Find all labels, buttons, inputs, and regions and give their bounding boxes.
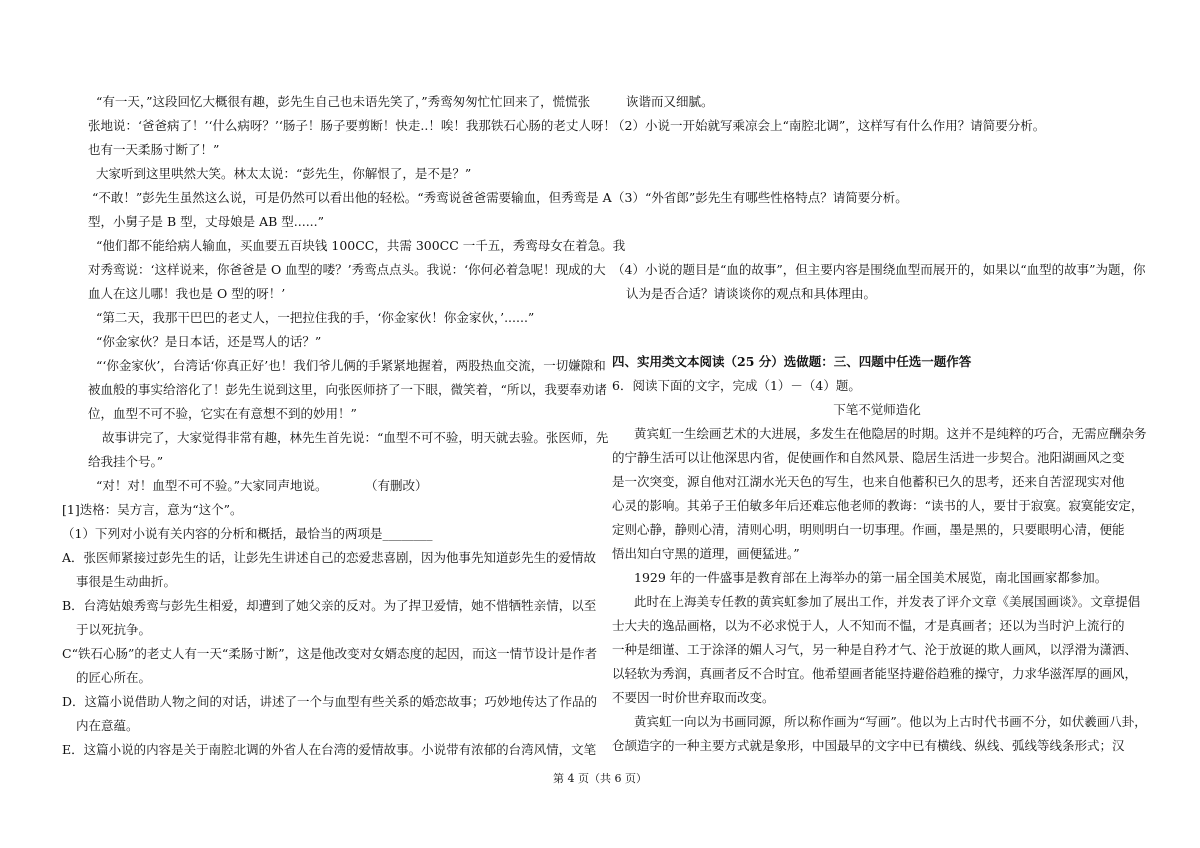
text-line: “你金家伙？是日本话，还是骂人的话？” <box>96 334 322 349</box>
text-line: “不敢！”彭先生虽然这么说，可是仍然可以看出他的轻松。“秀鸾说爸爸需要输血，但秀鸾是 A <box>92 190 612 205</box>
text-line: 血人在这儿哪！我也是 O 型的呀！’ <box>88 286 286 301</box>
text-line: 故事讲完了，大家觉得非常有趣，林先生首先说：“血型不可不验，明天就去验。张医师，先 <box>102 430 609 445</box>
text-line: 型，小舅子是 B 型，丈母娘是 AB 型......” <box>88 214 325 229</box>
text-line: 给我挂个号。” <box>88 454 164 469</box>
text-line: 张地说：‘爸爸病了！’‘什么病呀？’‘肠子！肠子要剪断！快走..！唉！我那铁石心肠的老丈人呀！ <box>88 118 616 133</box>
text-line: 是一次突变，源自他对江湖水光天色的写生，也来自他蓄积已久的思考，还来自苦涩现实对他 <box>612 474 1125 489</box>
text-line: 士大夫的逸品画格，以为不必求悦于人，人不知而不愠，才是真画者；还以为当时沪上流行的 <box>612 618 1125 633</box>
text-line: 对秀鸾说：‘这样说来，你爸爸是 O 血型的喽？’秀鸾点点头。我说：‘你何必着急呢！现成的大 <box>88 262 606 277</box>
question-3: （3）“外省郎”彭先生有哪些性格特点？请简要分析。 <box>612 190 908 205</box>
footnote: [1]迭格：吴方言，意为“这个”。 <box>62 502 243 517</box>
text-line: 心灵的影响。其弟子王伯敏多年后还难忘他老师的教诲：“读书的人，要甘于寂寞。寂寞能安定， <box>612 498 1144 513</box>
text-line: “对！对！血型不可不验。”大家同声地说。 （有删改） <box>96 478 428 493</box>
option-b-cont: 于以死抗争。 <box>76 622 152 637</box>
question-1: （1）下列对小说有关内容的分析和概括，最恰当的两项是________ <box>62 526 433 541</box>
page-number: 第 4 页（共 6 页） <box>553 772 647 785</box>
question-2: （2）小说一开始就写乘凉会上“南腔北调”，这样写有什么作用？请简要分析。 <box>612 118 1046 133</box>
section-heading: 四、实用类文本阅读（25 分）选做题：三、四题中任选一题作答 <box>612 354 972 369</box>
option-b: B．台湾姑娘秀鸾与彭先生相爱，却遭到了她父亲的反对。为了捍卫爱情，她不惜牺牲亲情，以至 <box>62 598 597 613</box>
text-line: 不要因一时价世弃取而改变。 <box>612 690 775 705</box>
option-e: E．这篇小说的内容是关于南腔北调的外省人在台湾的爱情故事。小说带有浓郁的台湾风情，文笔 <box>62 742 597 757</box>
text-line: “他们都不能给病人输血，买血要五百块钱 100CC，共需 300CC 一千五，秀鸾母女在着急。我 <box>96 238 626 253</box>
option-a-cont: 事很是生动曲折。 <box>76 574 177 589</box>
text-line: “‘你金家伙’，台湾话‘你真正好’也！我们爷儿俩的手紧紧地握着，两股热血交流，一切嫌隙和 <box>96 358 606 373</box>
passage-title: 下笔不觉师造化 <box>833 402 921 417</box>
text-line: 的宁静生活可以让他深思内省，促使画作和自然风景、隐居生活进一步契合。池阳湖画风之变 <box>612 450 1125 465</box>
option-d: D．这篇小说借助人物之间的对话，讲述了一个与血型有些关系的婚恋故事；巧妙地传达了作品的 <box>62 694 598 709</box>
question-4-cont: 认为是否合适？请谈谈你的观点和具体理由。 <box>626 286 877 301</box>
text-line: 黄宾虹一生绘画艺术的大进展，多发生在他隐居的时期。这并不是纯粹的巧合，无需应酬杂务 <box>634 426 1147 441</box>
question-4: （4）小说的题目是“血的故事”，但主要内容是围绕血型而展开的，如果以“血型的故事”为题，你 <box>612 262 1146 277</box>
option-c: C“铁石心肠”的老丈人有一天“柔肠寸断”，这是他改变对女婿态度的起因，而这一情节设计是作者 <box>62 646 598 661</box>
option-c-cont: 的匠心所在。 <box>76 670 152 685</box>
text-line: “第二天，我那干巴巴的老丈人，一把拉住我的手，‘你金家伙！你金家伙，’......” <box>96 310 535 325</box>
text-line: 大家听到这里哄然大笑。林太太说：“彭先生，你解恨了，是不是？” <box>96 166 472 181</box>
text-line: 也有一天柔肠寸断了！” <box>88 142 220 157</box>
text-line: 诙谐而又细腻。 <box>626 94 714 109</box>
text-line: “有一天，”这段回忆大概很有趣，彭先生自己也未语先笑了，”秀鸾匆匆忙忙回来了，慌慌张 <box>96 94 591 109</box>
question-6: 6．阅读下面的文字，完成（1）－（4）题。 <box>612 378 861 393</box>
text-line: 仓颉造字的一种主要方式就是象形，中国最早的文字中已有横线、纵线、弧线等线条形式；汉 <box>612 738 1125 753</box>
text-line: 此时在上海美专任教的黄宾虹参加了展出工作，并发表了评介文章《美展国画谈》。文章提倡 <box>634 594 1141 609</box>
text-line: 悟出知白守黑的道理，画便猛进。” <box>612 546 800 561</box>
text-line: 黄宾虹一向以为书画同源，所以称作画为“写画”。他以为上古时代书画不分，如伏羲画八卦， <box>634 714 1147 729</box>
text-line: 定则心静，静则心清，清则心明，明则明白一切事理。作画，墨是黑的，只要眼明心清，便能 <box>612 522 1125 537</box>
text-line: 被血般的事实给溶化了！彭先生说到这里，向张医师挤了一下眼，微笑着，“所以，我要奉劝诸 <box>88 382 607 397</box>
option-a: A．张医师紧接过彭先生的话，让彭先生讲述自己的恋爱悲喜剧，因为他事先知道彭先生的爱情故 <box>62 550 597 565</box>
option-d-cont: 内在意蕴。 <box>76 718 139 733</box>
text-line: 位，血型不可不验，它实在有意想不到的妙用！” <box>88 406 357 421</box>
text-line: 以轻软为秀润，真画者反不合时宜。他希望画者能坚持避俗趋雅的操守，力求华滋浑厚的画风， <box>612 666 1138 681</box>
text-line: 一种是细谨、工于涂泽的媚人习气，另一种是自矜才气、沦于放诞的欺人画风，以浮滑为潇洒、 <box>612 642 1138 657</box>
text-line: 1929 年的一件盛事是教育部在上海举办的第一届全国美术展览，南北国画家都参加。 <box>634 570 1108 585</box>
